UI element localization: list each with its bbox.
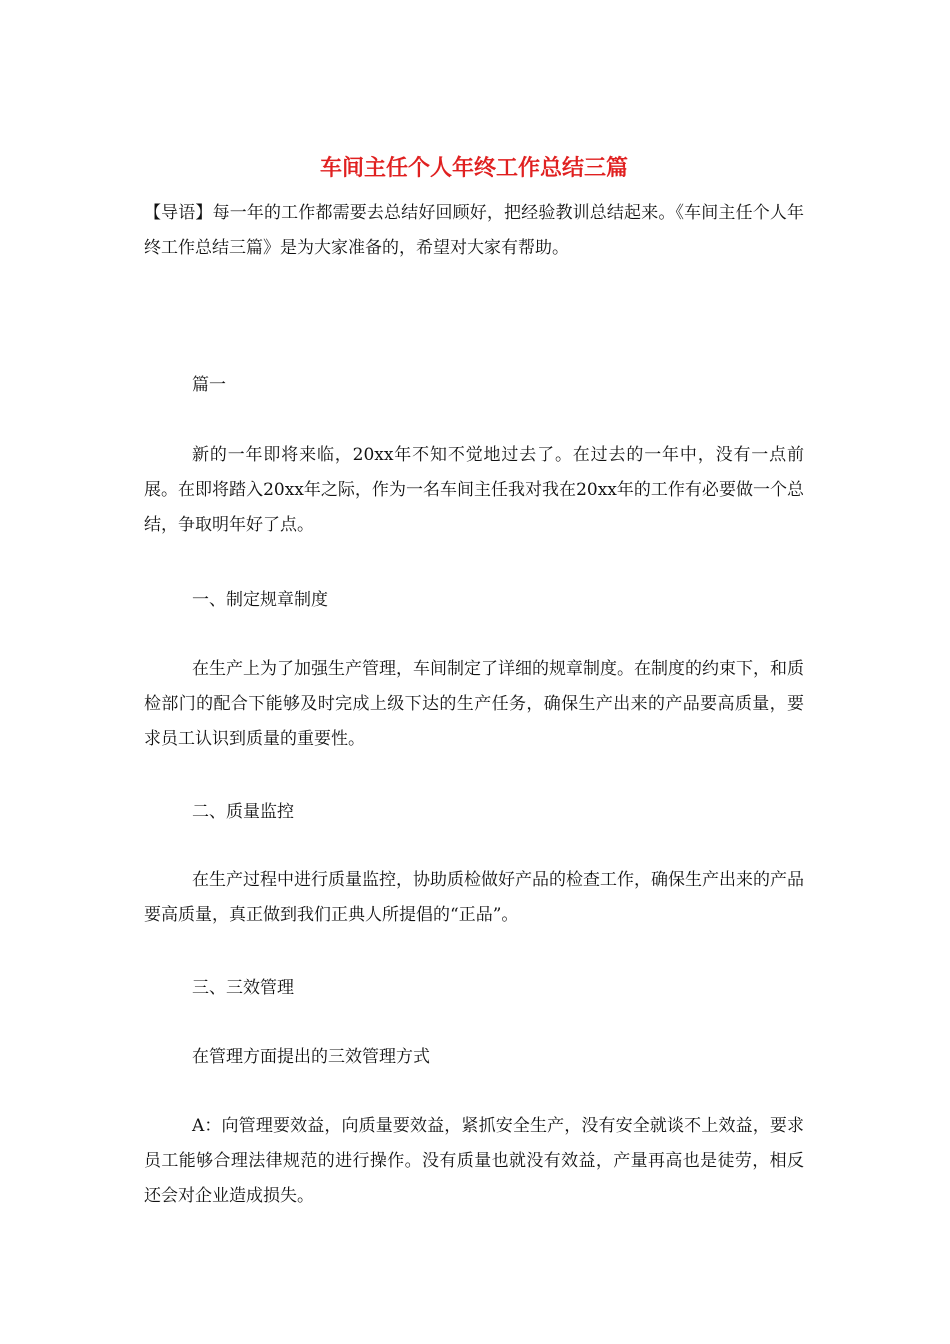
body-paragraph: 在管理方面提出的三效管理方式 [192, 1047, 430, 1067]
body-paragraph: 在生产上为了加强生产管理，车间制定了详细的规章制度。在制度的约束下，和质检部门的配合下能够及时完成上级下达的生产任务，确保生产出来的产品要高质量，要求员工认识到质量的重要性。 [144, 659, 804, 749]
section-heading: 三、三效管理 [192, 978, 294, 998]
intro-paragraph: 【导语】每一年的工作都需要去总结好回顾好，把经验教训总结起来。《车间主任个人年终工作总结三篇》是为大家准备的，希望对大家有帮助。 [144, 203, 804, 258]
document-title: 车间主任个人年终工作总结三篇 [319, 155, 628, 181]
body-paragraph: 新的一年即将来临，20xx年不知不觉地过去了。在过去的一年中，没有一点前展。在即将踏入20xx年之际，作为一名车间主任我对我在20xx年的工作有必要做一个总结，争取明年好了点。 [144, 445, 804, 535]
section-heading: 一、制定规章制度 [192, 590, 328, 610]
section-heading: 二、质量监控 [192, 802, 294, 822]
section-heading-part-one: 篇一 [192, 375, 226, 395]
body-paragraph: A：向管理要效益，向质量要效益，紧抓安全生产，没有安全就谈不上效益，要求员工能够合理法律规范的进行操作。没有质量也就没有效益，产量再高也是徒劳，相反还会对企业造成损失。 [144, 1116, 804, 1206]
body-paragraph: 在生产过程中进行质量监控，协助质检做好产品的检查工作，确保生产出来的产品要高质量，真正做到我们正典人所提倡的“正品”。 [144, 870, 804, 925]
